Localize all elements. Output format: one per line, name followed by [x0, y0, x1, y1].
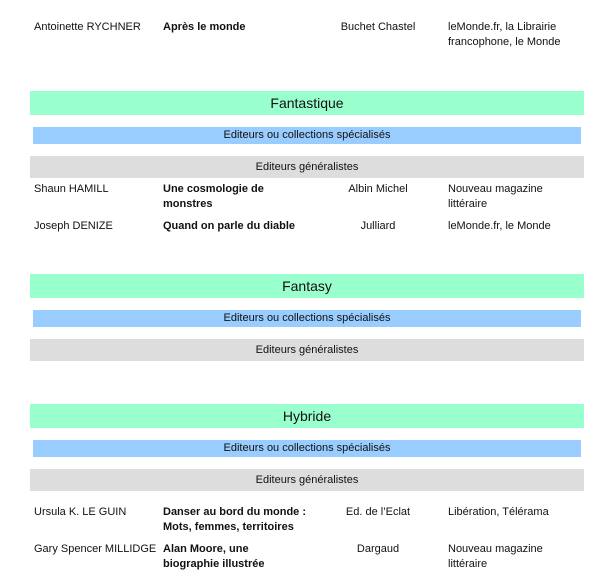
media: Nouveau magazine littéraire [448, 543, 543, 570]
book-title: Après le monde [163, 21, 246, 33]
subheader-specialized: Editeurs ou collections spécialisés [33, 127, 581, 144]
subheader-specialized: Editeurs ou collections spécialisés [33, 310, 581, 327]
category-header-fantastique: Fantastique [30, 91, 584, 115]
publisher: Albin Michel [348, 183, 408, 195]
author: Joseph DENIZE [34, 220, 113, 232]
subheader-generalist: Editeurs généralistes [30, 469, 584, 491]
category-header-fantasy: Fantasy [30, 274, 584, 298]
author: Ursula K. LE GUIN [34, 506, 127, 518]
media: Libération, Télérama [448, 506, 549, 518]
author: Shaun HAMILL [34, 183, 109, 195]
category-header-hybride: Hybride [30, 404, 584, 428]
media: Nouveau magazine littéraire [448, 183, 543, 210]
subheader-generalist: Editeurs généralistes [30, 339, 584, 361]
author: Gary Spencer MILLIDGE [34, 543, 157, 555]
book-title: Quand on parle du diable [163, 220, 296, 232]
subheader-specialized: Editeurs ou collections spécialisés [33, 440, 581, 457]
media: leMonde.fr, la Librairie francophone, le Monde [448, 21, 561, 48]
book-title: Alan Moore, une biographie illustrée [163, 543, 265, 570]
publisher: Ed. de l’Eclat [345, 506, 411, 518]
subheader-generalist: Editeurs généralistes [30, 156, 584, 178]
publisher: Julliard [360, 220, 396, 232]
author: Antoinette RYCHNER [34, 21, 141, 33]
media: leMonde.fr, le Monde [448, 220, 551, 232]
publisher: Dargaud [356, 543, 400, 555]
book-title: Une cosmologie de monstres [163, 183, 264, 210]
publisher: Buchet Chastel [340, 21, 416, 33]
book-title: Danser au bord du monde : Mots, femmes, territoires [163, 506, 307, 533]
